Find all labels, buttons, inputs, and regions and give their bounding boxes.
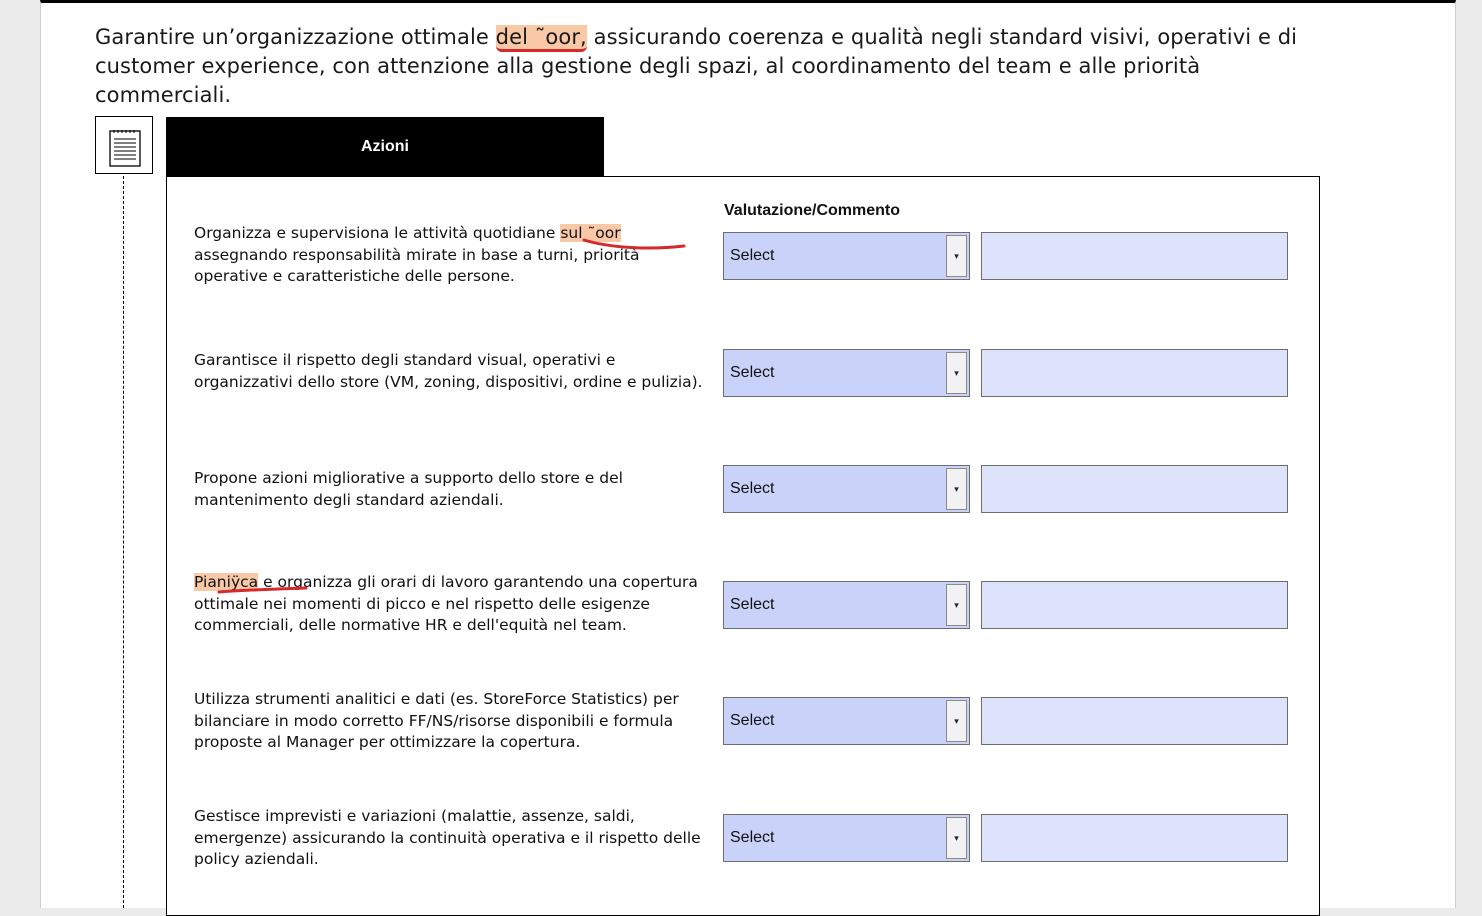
- rating-select-2[interactable]: [723, 349, 970, 397]
- action-row-2-text: Garantisce il rispetto degli standard visual, operativi e organizzativi dello store (VM, zoning, dispositivi, ordine e pulizia).: [194, 351, 703, 391]
- intro-highlight: del ˜oor,: [496, 25, 587, 52]
- action-row-4-text-end: e organizza gli orari di lavoro garantendo una copertura ottimale nei momenti di picco e nel rispetto delle esigenze commerciali, delle normative HR e dell'equità nel team.: [194, 573, 698, 634]
- comment-field-1[interactable]: [981, 232, 1288, 280]
- rating-select-3-value: Select: [730, 480, 775, 497]
- rating-select-1-value: Select: [730, 247, 775, 264]
- rating-select-2-value: Select: [730, 364, 775, 381]
- rating-select-4-value: Select: [730, 596, 775, 613]
- rating-select-6-value: Select: [730, 829, 775, 846]
- rating-select-5[interactable]: [723, 697, 970, 745]
- dropdown-arrow-icon[interactable]: ▾: [946, 584, 967, 626]
- action-row-5-text: Utilizza strumenti analitici e dati (es. StoreForce Statistics) per bilanciare in modo corretto FF/NS/risorse disponibili e formula proposte al Manager per ottimizzare la copertura.: [194, 690, 679, 751]
- action-row-3-text: Propone azioni migliorative a supporto dello store e del mantenimento degli standard aziendali.: [194, 469, 623, 509]
- action-row-1-highlight: sul ˜oor: [560, 224, 621, 242]
- red-underline-annotation: [214, 578, 314, 598]
- rating-select-6[interactable]: [723, 814, 970, 862]
- rating-select-4[interactable]: [723, 581, 970, 629]
- rating-select-1[interactable]: [723, 232, 970, 280]
- action-row-1-text-end: assegnando responsabilità mirate in base a turni, priorità operative e caratteristiche delle persone.: [194, 245, 640, 285]
- timeline-dashed-line: [123, 176, 124, 908]
- column-header-evaluation: Valutazione/Commento: [724, 202, 901, 219]
- comment-field-4[interactable]: [981, 581, 1288, 629]
- rating-select-3[interactable]: [723, 465, 970, 513]
- action-row-4-highlight: Pianiÿca: [194, 573, 259, 591]
- red-underline-annotation: [580, 226, 690, 252]
- comment-field-6[interactable]: [981, 814, 1288, 862]
- comment-field-2[interactable]: [981, 349, 1288, 397]
- dropdown-arrow-icon[interactable]: ▾: [946, 817, 967, 859]
- dropdown-arrow-icon[interactable]: ▾: [946, 235, 967, 277]
- comment-field-3[interactable]: [981, 465, 1288, 513]
- action-row-1-text-start: Organizza e supervisiona le attività quotidiane: [194, 224, 561, 242]
- notepad-icon: [95, 116, 153, 174]
- intro-text-end: assicurando coerenza e qualità negli standard visivi, operativi e di customer experience, con attenzione alla gestione degli spazi, al coordinamento del team e alle priorità commerciali.: [95, 25, 1298, 107]
- intro-paragraph: [95, 23, 1335, 110]
- actions-header: Azioni: [166, 117, 604, 176]
- rating-select-5-value: Select: [730, 712, 775, 729]
- action-row-6-text: Gestisce imprevisti e variazioni (malattie, assenze, saldi, emergenze) assicurando la continuità operativa e il rispetto delle policy aziendali.: [194, 807, 701, 868]
- intro-text-start: Garantire un’organizzazione ottimale: [95, 25, 496, 49]
- dropdown-arrow-icon[interactable]: ▾: [946, 700, 967, 742]
- dropdown-arrow-icon[interactable]: ▾: [946, 352, 967, 394]
- dropdown-arrow-icon[interactable]: ▾: [946, 468, 967, 510]
- comment-field-5[interactable]: [981, 697, 1288, 745]
